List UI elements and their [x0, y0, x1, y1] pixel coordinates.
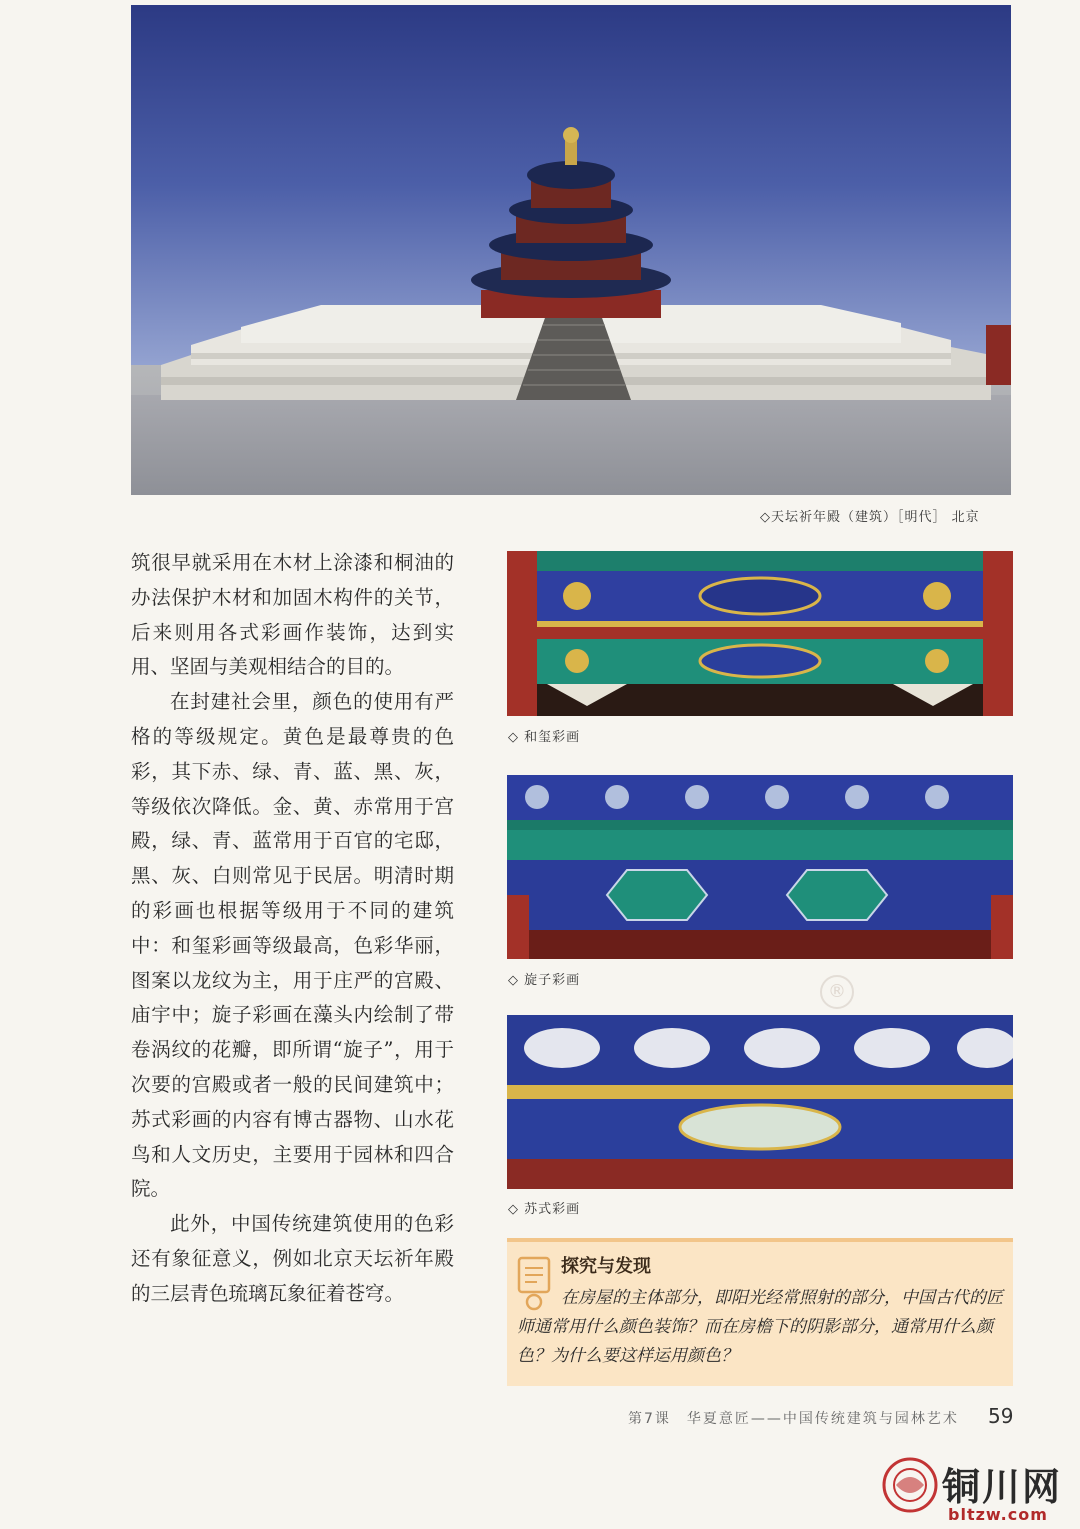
explore-question	[517, 1284, 1007, 1371]
chapter-footer: 第7课 华夏意匠——中国传统建筑与园林艺术	[628, 1411, 959, 1427]
watermark-site-name: 铜川网	[942, 1465, 1063, 1509]
watermark-url: bltzw.com	[948, 1505, 1048, 1524]
page-number: 59	[988, 1404, 1014, 1428]
explore-discovery-box	[507, 1238, 1013, 1386]
xuanzi-caption: ◇ 旋子彩画	[508, 973, 581, 988]
xuanzi-painting-photo	[507, 775, 1013, 959]
paragraph-1: 筑很早就采用在木材上涂漆和桐油的办法保护木材和加固木构件的关节，后来则用各式彩画作装饰，达到实用、坚固与美观相结合的目的。	[131, 551, 454, 679]
temple-photo-caption: ◇天坛祈年殿（建筑）［明代］ 北京	[760, 510, 980, 525]
registered-mark: ®	[820, 975, 854, 1009]
hexi-painting-photo	[507, 551, 1013, 716]
body-text	[131, 546, 454, 1312]
paragraph-3: 此外，中国传统建筑使用的色彩还有象征意义，例如北京天坛祈年殿的三层青色琉璃瓦象征着苍穹。	[131, 1212, 454, 1305]
paragraph-2: 在封建社会里，颜色的使用有严格的等级规定。黄色是最尊贵的色彩，其下赤、绿、青、蓝、黑、灰，等级依次降低。金、黄、赤常用于宫殿，绿、青、蓝常用于百官的宅邸，黑、灰、白则常见于民居。明清时期的彩画也根据等级用于不同的建筑中：和玺彩画等级最高，色彩华丽，图案以龙纹为主，用于庄严的宫殿、庙宇中；旋子彩画在藻头内绘制了带卷涡纹的花瓣，即所谓“旋子”，用于次要的宫殿或者一般的民间建筑中；苏式彩画的内容有博古器物、山水花鸟和人文历史，主要用于园林和四合院。	[131, 690, 454, 1201]
sushi-caption: ◇ 苏式彩画	[508, 1202, 581, 1217]
hexi-caption: ◇ 和玺彩画	[508, 730, 581, 745]
temple-of-heaven-photo	[131, 5, 1011, 495]
explore-question-text: 在房屋的主体部分，即阳光经常照射的部分，中国古代的匠师通常用什么颜色装饰？而在房檐下的阴影部分，通常用什么颜色？为什么要这样运用颜色？	[517, 1288, 1003, 1366]
explore-title: 探究与发现	[561, 1256, 651, 1277]
sushi-painting-photo	[507, 1015, 1013, 1189]
